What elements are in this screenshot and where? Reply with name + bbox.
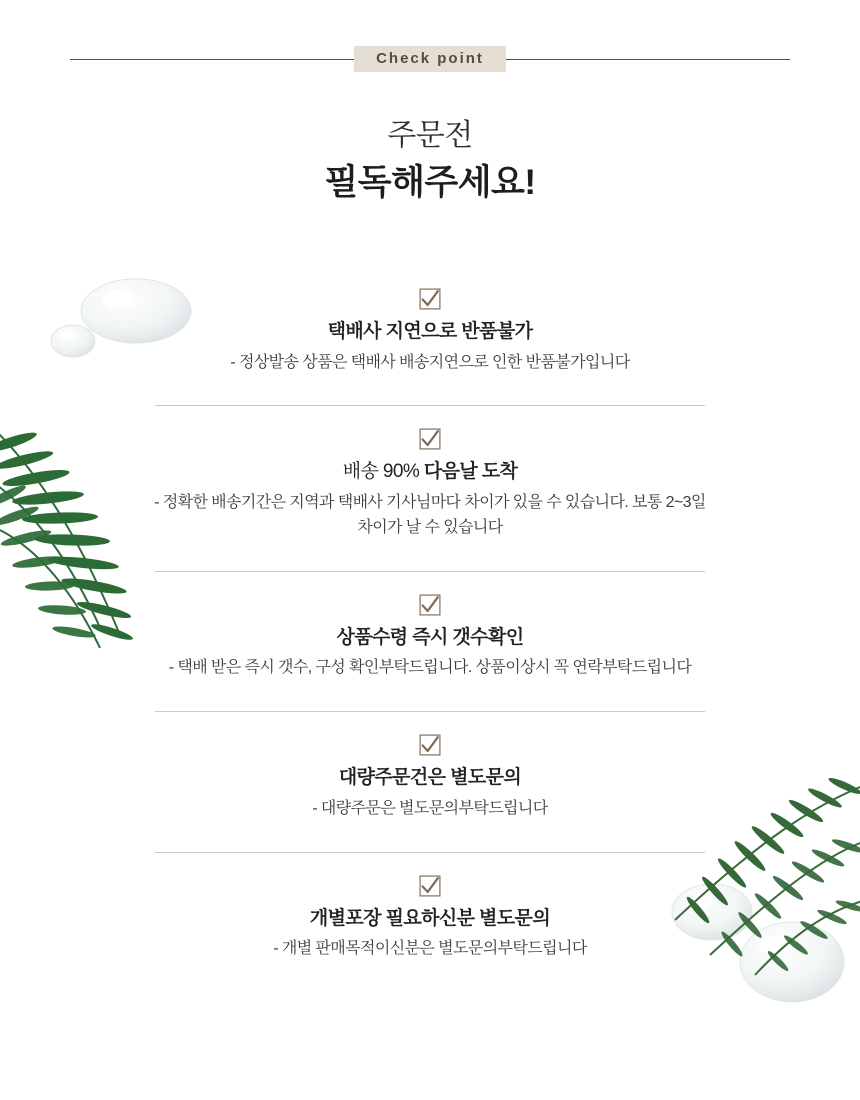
check-mark-icon bbox=[419, 594, 441, 616]
list-item bbox=[0, 428, 860, 546]
item-desc: - 개별 판매목적이신분은 별도문의부탁드립니다 bbox=[273, 940, 587, 958]
item-desc: - 정확한 배송기간은 지역과 택배사 기사님마다 차이가 있을 수 있습니다. 보통 2~3일 차이가 날 수 있습니다 bbox=[154, 494, 706, 536]
item-title-light: 배송 90% bbox=[342, 461, 424, 483]
title-mainline: 필독해주세요! bbox=[324, 163, 536, 202]
item-desc: - 택배 받은 즉시 갯수, 구성 확인부탁드립니다. 상품이상시 꼭 연락부탁드립니다 bbox=[168, 659, 692, 677]
item-title: 개별포장 필요하신분 별도문의 bbox=[309, 907, 551, 929]
header-rule-right bbox=[506, 59, 790, 60]
item-title: 대량주문건은 별도문의 bbox=[338, 767, 522, 789]
list-divider bbox=[155, 711, 705, 712]
item-title: 택배사 지연으로 반품불가 bbox=[327, 321, 533, 342]
page-title bbox=[0, 118, 860, 204]
check-mark-icon bbox=[419, 875, 441, 897]
title-subline: 주문전 bbox=[387, 119, 473, 152]
checkpoint-list bbox=[0, 288, 860, 968]
item-desc: - 정상발송 상품은 택배사 배송지연으로 인한 반품불가입니다 bbox=[230, 353, 630, 371]
list-divider bbox=[155, 852, 705, 853]
item-title: 상품수령 즉시 갯수확인 bbox=[336, 626, 524, 648]
check-mark-icon bbox=[419, 734, 441, 756]
check-mark-icon bbox=[419, 428, 441, 450]
check-mark-icon bbox=[419, 288, 441, 310]
header-rule-left bbox=[70, 59, 354, 60]
list-item bbox=[0, 594, 860, 687]
checkpoint-header bbox=[70, 46, 790, 72]
checkpoint-badge: Check point bbox=[354, 46, 506, 72]
list-item bbox=[0, 734, 860, 827]
list-item bbox=[0, 288, 860, 381]
item-title bbox=[0, 459, 860, 485]
item-desc: - 대량주문은 별도문의부탁드립니다 bbox=[312, 799, 548, 817]
list-divider bbox=[155, 405, 705, 406]
item-title-bold: 다음날 도착 bbox=[423, 461, 518, 483]
list-divider bbox=[155, 571, 705, 572]
list-item bbox=[0, 875, 860, 968]
